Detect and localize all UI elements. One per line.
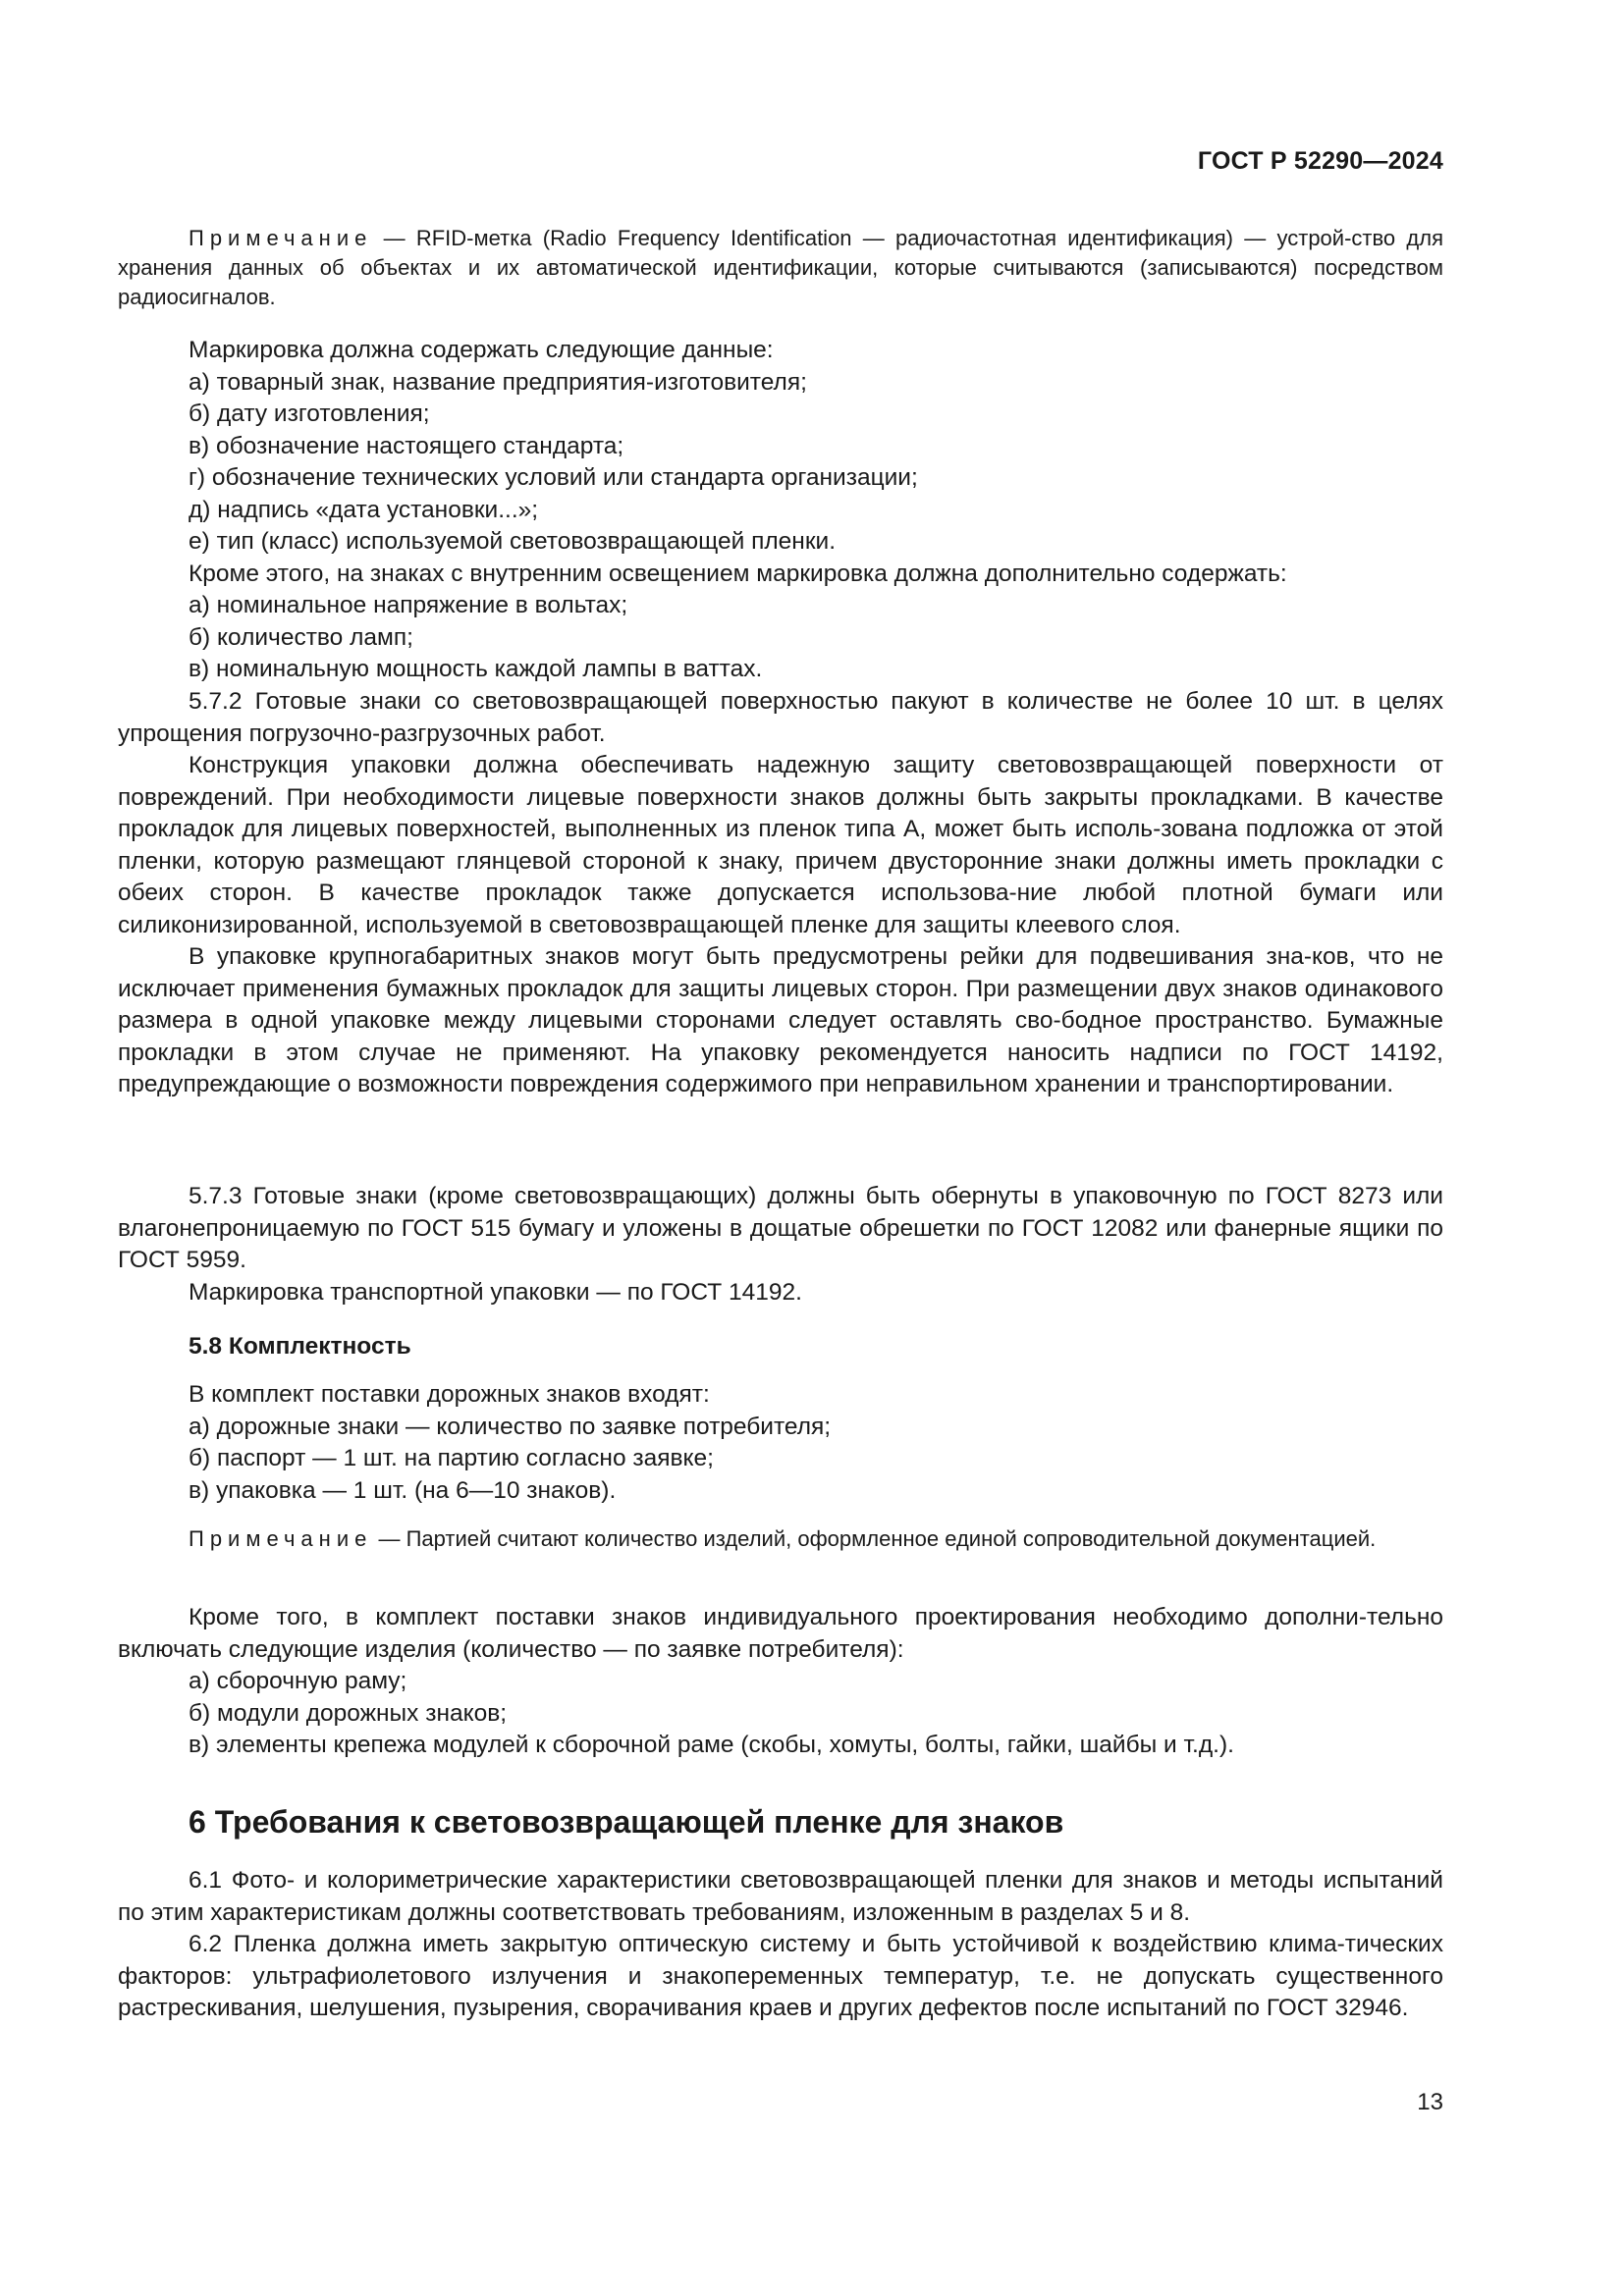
list-item: б) дату изготовления; bbox=[189, 400, 430, 427]
note-label: Примечание bbox=[189, 1526, 373, 1551]
list-item: в) элементы крепежа модулей к сборочной раме (скобы, хомуты, болты, гайки, шайбы и т.д.). bbox=[189, 1732, 1234, 1758]
section-5-8-title bbox=[118, 1331, 1443, 1362]
section-6-title bbox=[118, 1802, 1443, 1842]
list-item: в) номинальную мощность каждой лампы в ваттах. bbox=[189, 656, 763, 682]
list-item: в) обозначение настоящего стандарта; bbox=[189, 432, 624, 459]
note-batch-text bbox=[118, 1524, 1443, 1554]
note-body: — Партией считают количество изделий, оформленное единой сопроводительной документацией. bbox=[372, 1526, 1377, 1551]
section-5-7-3 bbox=[118, 1181, 1443, 1308]
list-item: а) номинальное напряжение в вольтах; bbox=[189, 592, 628, 618]
note-rfid bbox=[118, 224, 1443, 312]
section-5-7-2 bbox=[118, 686, 1443, 1101]
note-label: Примечание bbox=[189, 226, 373, 250]
note-rfid-text bbox=[118, 224, 1443, 312]
section-6 bbox=[118, 1865, 1443, 2025]
list-item: а) дорожные знаки — количество по заявке потребителя; bbox=[189, 1413, 832, 1440]
paragraph: 6.1 Фото- и колориметрические характеристики световозвращающей пленки для знаков и методы испытаний по этим характеристикам должны соответствовать требованиям, изложенным в разделах 5 и 8. bbox=[118, 1867, 1443, 1926]
list-item: б) модули дорожных знаков; bbox=[189, 1699, 508, 1727]
list-item: в) упаковка — 1 шт. (на 6—10 знаков). bbox=[189, 1476, 617, 1504]
marking-section bbox=[118, 335, 1443, 686]
subsection-heading: 5.8 Комплектность bbox=[189, 1333, 411, 1360]
kit-intro: В комплект поставки дорожных знаков входят: bbox=[189, 1381, 710, 1408]
paragraph: Конструкция упаковки должна обеспечивать надежную защиту световозвращающей поверхности от повреждений. При необходимости лицевые поверхности знаков должны быть закрыты прокладками. В качестве прокладок для лицевых поверхностей, выполненных из пленок типа А, может быть исполь-зована подложка от этой пленки, которую размещают глянцевой стороной к знаку, причем двусторонние знаки должны иметь прокладки с обеих сторон. В качестве прокладок также допускается использова-ние любой плотной бумаги или силиконизированной, используемой в световозвращающей пленке для защиты клеевого слоя. bbox=[118, 752, 1443, 938]
note-batch bbox=[118, 1524, 1443, 1554]
section-5-8 bbox=[118, 1379, 1443, 1507]
section-heading: 6 Требования к световозвращающей пленке для знаков bbox=[189, 1804, 1064, 1840]
paragraph: 5.7.3 Готовые знаки (кроме световозвращающих) должны быть обернуты в упаковочную по ГОСТ 8273 или влагонепроницаемую по ГОСТ 515 бумагу и уложены в дощатые обрешетки по ГОСТ 12082 или фанерные ящики по ГОСТ 5959. bbox=[118, 1183, 1443, 1273]
marking-intro: Маркировка должна содержать следующие данные: bbox=[189, 337, 774, 363]
page-number: 13 bbox=[1417, 2089, 1443, 2115]
standard-designation: ГОСТ Р 52290—2024 bbox=[1197, 147, 1443, 175]
list-item: е) тип (класс) используемой световозвращающей пленки. bbox=[189, 528, 837, 555]
paragraph: В упаковке крупногабаритных знаков могут быть предусмотрены рейки для подвешивания зна-ков, что не исключает применения бумажных прокладок для защиты лицевых сторон. При размещении двух знаков одинакового размера в одной упаковке между лицевыми сторонами следует оставлять сво-бодное пространство. Бумажные прокладки в этом случае не применяют. На упаковку рекомендуется наносить надписи по ГОСТ 14192, предупреждающие о возможности повреждения содержимого при неправильном хранении и транспортировании. bbox=[118, 943, 1443, 1097]
section-5-8-extra bbox=[118, 1602, 1443, 1762]
paragraph: 6.2 Пленка должна иметь закрытую оптическую систему и быть устойчивой к воздействию клима-тических факторов: ультрафиолетового излучения и знакопеременных температур, т.е. не допускать существенного растрескивания, шелушения, пузырения, сворачивания краев и других дефектов после испытаний по ГОСТ 32946. bbox=[118, 1931, 1443, 2021]
marking-extra-intro: Кроме этого, на знаках с внутренним освещением маркировка должна дополнительно содержать: bbox=[189, 560, 1287, 587]
paragraph: Кроме того, в комплект поставки знаков индивидуального проектирования необходимо дополни-тельно включать следующие изделия (количество — по заявке потребителя): bbox=[118, 1604, 1443, 1663]
list-item: б) количество ламп; bbox=[189, 623, 413, 651]
list-item: б) паспорт — 1 шт. на партию согласно заявке; bbox=[189, 1445, 714, 1471]
paragraph: Маркировка транспортной упаковки — по ГОСТ 14192. bbox=[189, 1278, 802, 1306]
list-item: а) товарный знак, название предприятия-изготовителя; bbox=[189, 368, 807, 396]
list-item: д) надпись «дата установки...»; bbox=[189, 496, 539, 523]
note-body: — RFID-метка (Radio Frequency Identification — радиочастотная идентификация) — устрой-ство для хранения данных об объектах и их автоматической идентификации, которые считываются (записываются) посредством радиосигналов. bbox=[118, 226, 1443, 309]
list-item: а) сборочную раму; bbox=[189, 1668, 407, 1694]
list-item: г) обозначение технических условий или стандарта организации; bbox=[189, 464, 918, 491]
paragraph: 5.7.2 Готовые знаки со световозвращающей поверхностью пакуют в количестве не более 10 шт. в целях упрощения погрузочно-разгрузочных работ. bbox=[118, 688, 1443, 747]
